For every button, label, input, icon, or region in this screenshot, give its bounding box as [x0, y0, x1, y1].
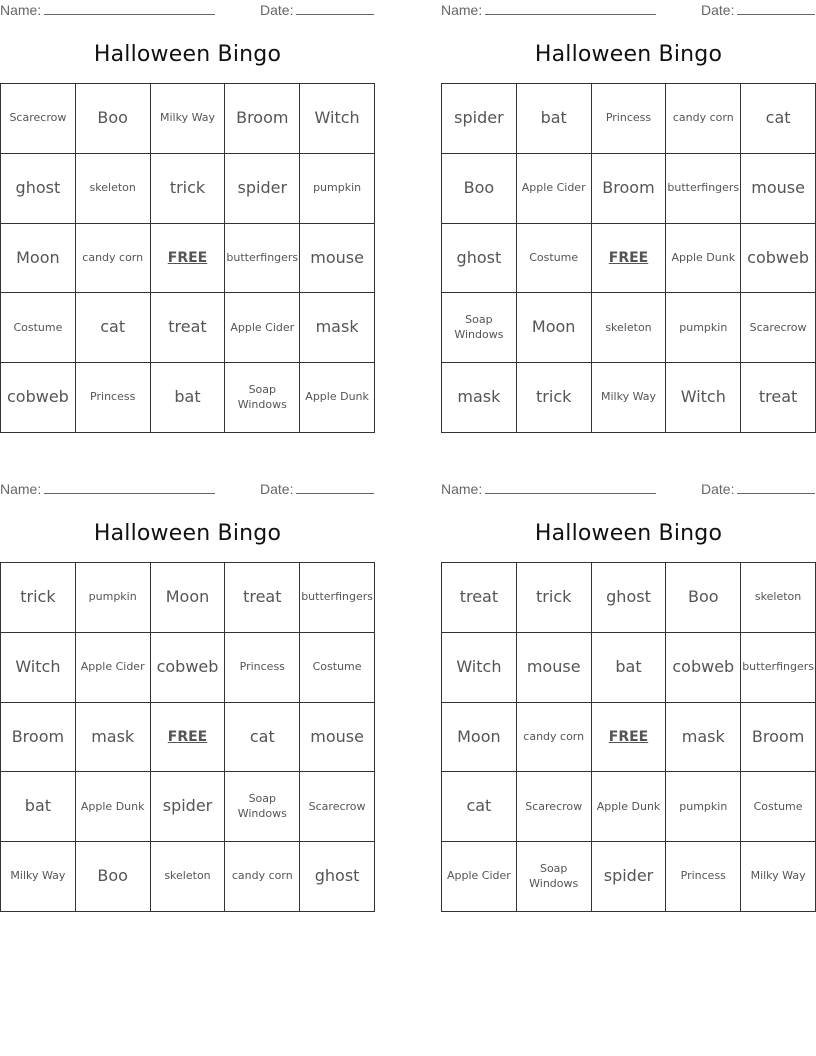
bingo-cell: skeleton [76, 154, 151, 224]
card-title: Halloween Bingo [93, 521, 282, 546]
bingo-cell: Broom [225, 84, 300, 154]
date-blank [296, 481, 374, 494]
name-blank [485, 481, 656, 494]
bingo-cell: spider [151, 772, 226, 842]
bingo-cell: ghost [592, 563, 667, 633]
card-title: Halloween Bingo [534, 521, 723, 546]
bingo-cell: butterfingers [225, 224, 300, 294]
name-label: Name: [441, 481, 483, 497]
bingo-cell: mouse [517, 633, 592, 703]
bingo-cell: Moon [151, 563, 226, 633]
bingo-cell: treat [442, 563, 517, 633]
name-label: Name: [441, 2, 483, 18]
date-label: Date: [260, 2, 294, 18]
bingo-cell: Princess [592, 84, 667, 154]
bingo-cell: butterfingers [666, 154, 741, 224]
bingo-cell: skeleton [592, 293, 667, 363]
free-space: FREE [592, 703, 667, 773]
name-line [0, 2, 215, 18]
bingo-cell: Princess [76, 363, 151, 433]
bingo-cell: cobweb [666, 633, 741, 703]
name-label: Name: [0, 2, 42, 18]
free-space: FREE [151, 703, 226, 773]
bingo-cell: Witch [1, 633, 76, 703]
bingo-cell: trick [1, 563, 76, 633]
bingo-cell: trick [517, 363, 592, 433]
card-title: Halloween Bingo [534, 42, 723, 67]
bingo-cell: Scarecrow [1, 84, 76, 154]
bingo-cell: candy corn [517, 703, 592, 773]
bingo-cell: Apple Cider [442, 842, 517, 912]
bingo-cell: Soap Windows [517, 842, 592, 912]
bingo-cell: ghost [1, 154, 76, 224]
bingo-cell: Moon [1, 224, 76, 294]
bingo-cell: mouse [300, 224, 375, 294]
name-label: Name: [0, 481, 42, 497]
bingo-cell: Scarecrow [741, 293, 816, 363]
bingo-cell: cat [225, 703, 300, 773]
bingo-cell: Costume [1, 293, 76, 363]
bingo-cell: mask [300, 293, 375, 363]
bingo-grid [441, 83, 816, 433]
bingo-cell: Apple Dunk [76, 772, 151, 842]
bingo-cell: mouse [300, 703, 375, 773]
bingo-cell: ghost [442, 224, 517, 294]
date-blank [296, 2, 374, 15]
bingo-cell: Scarecrow [517, 772, 592, 842]
bingo-card-3 [0, 479, 375, 919]
bingo-cell: Milky Way [1, 842, 76, 912]
bingo-cell: Soap Windows [225, 363, 300, 433]
bingo-grid [0, 562, 375, 912]
bingo-card-1 [0, 0, 375, 440]
bingo-cell: treat [741, 363, 816, 433]
bingo-cell: bat [592, 633, 667, 703]
bingo-cell: mouse [741, 154, 816, 224]
bingo-cell: Milky Way [592, 363, 667, 433]
bingo-cell: Costume [517, 224, 592, 294]
bingo-cell: Milky Way [151, 84, 226, 154]
name-line [441, 481, 656, 497]
bingo-card-2 [441, 0, 816, 440]
bingo-cell: Apple Dunk [666, 224, 741, 294]
bingo-cell: cat [442, 772, 517, 842]
bingo-cell: Witch [300, 84, 375, 154]
bingo-cell: Moon [517, 293, 592, 363]
name-blank [44, 2, 215, 15]
bingo-cell: Milky Way [741, 842, 816, 912]
name-line [441, 2, 656, 18]
bingo-cell: trick [151, 154, 226, 224]
bingo-cell: treat [151, 293, 226, 363]
bingo-grid [441, 562, 816, 912]
bingo-cell: Apple Cider [225, 293, 300, 363]
bingo-cell: butterfingers [741, 633, 816, 703]
name-blank [485, 2, 656, 15]
bingo-cell: trick [517, 563, 592, 633]
bingo-cell: bat [151, 363, 226, 433]
bingo-cell: Moon [442, 703, 517, 773]
bingo-cell: Apple Dunk [300, 363, 375, 433]
card-title: Halloween Bingo [93, 42, 282, 67]
bingo-cell: candy corn [225, 842, 300, 912]
bingo-cell: Apple Cider [517, 154, 592, 224]
date-line [260, 2, 374, 18]
bingo-cell: Broom [741, 703, 816, 773]
bingo-cell: Costume [741, 772, 816, 842]
bingo-cell: cat [76, 293, 151, 363]
date-label: Date: [701, 2, 735, 18]
bingo-cell: ghost [300, 842, 375, 912]
bingo-cell: candy corn [76, 224, 151, 294]
bingo-cell: Costume [300, 633, 375, 703]
bingo-cell: bat [1, 772, 76, 842]
bingo-cell: spider [592, 842, 667, 912]
bingo-cell: spider [225, 154, 300, 224]
bingo-cell: Boo [442, 154, 517, 224]
bingo-cell: Broom [1, 703, 76, 773]
bingo-cell: mask [76, 703, 151, 773]
bingo-cell: cobweb [741, 224, 816, 294]
bingo-cell: Boo [666, 563, 741, 633]
free-space: FREE [592, 224, 667, 294]
bingo-cell: cat [741, 84, 816, 154]
bingo-cell: pumpkin [300, 154, 375, 224]
date-blank [737, 481, 815, 494]
bingo-cell: pumpkin [666, 772, 741, 842]
bingo-cell: Soap Windows [225, 772, 300, 842]
date-line [701, 2, 815, 18]
date-label: Date: [701, 481, 735, 497]
bingo-cell: Boo [76, 842, 151, 912]
bingo-cell: mask [666, 703, 741, 773]
name-blank [44, 481, 215, 494]
bingo-cell: cobweb [1, 363, 76, 433]
bingo-cell: cobweb [151, 633, 226, 703]
date-blank [737, 2, 815, 15]
bingo-cell: pumpkin [666, 293, 741, 363]
bingo-cell: spider [442, 84, 517, 154]
free-space: FREE [151, 224, 226, 294]
bingo-cell: Apple Cider [76, 633, 151, 703]
bingo-cell: Princess [225, 633, 300, 703]
bingo-cell: candy corn [666, 84, 741, 154]
bingo-cell: Boo [76, 84, 151, 154]
bingo-cell: mask [442, 363, 517, 433]
bingo-cell: Broom [592, 154, 667, 224]
bingo-cell: butterfingers [300, 563, 375, 633]
date-line [260, 481, 374, 497]
bingo-cell: Witch [442, 633, 517, 703]
bingo-cell: pumpkin [76, 563, 151, 633]
bingo-cell: Princess [666, 842, 741, 912]
bingo-grid [0, 83, 375, 433]
bingo-cell: Apple Dunk [592, 772, 667, 842]
bingo-cell: skeleton [741, 563, 816, 633]
bingo-cell: Soap Windows [442, 293, 517, 363]
date-line [701, 481, 815, 497]
date-label: Date: [260, 481, 294, 497]
bingo-card-4 [441, 479, 816, 919]
bingo-cell: skeleton [151, 842, 226, 912]
bingo-cell: bat [517, 84, 592, 154]
bingo-cell: Scarecrow [300, 772, 375, 842]
bingo-cell: Witch [666, 363, 741, 433]
name-line [0, 481, 215, 497]
bingo-cell: treat [225, 563, 300, 633]
